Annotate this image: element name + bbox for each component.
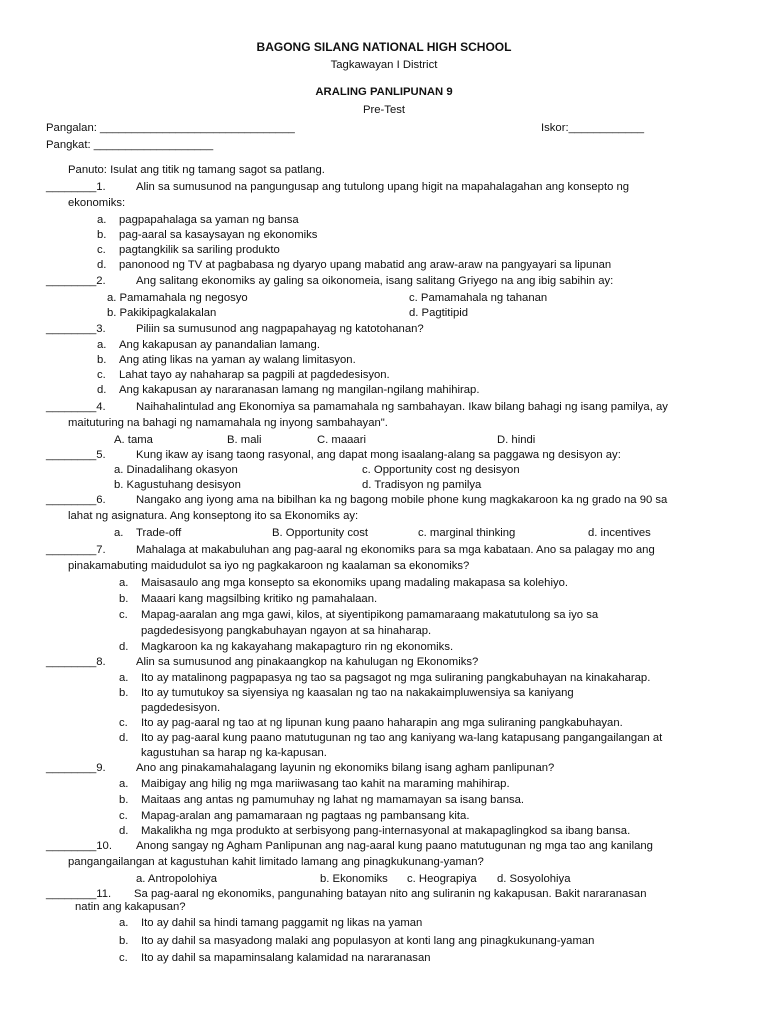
choice-text: Magkaroon ka ng kakayahang makapagturo rin ng ekonomiks. bbox=[141, 641, 454, 653]
choice-text: Ito ay pag-aaral kung paano matutugunan ng tao ang kaniyang wa-lang katapusang pangangailangan at bbox=[141, 732, 663, 744]
answer-blank-9[interactable]: ________9. bbox=[46, 762, 106, 774]
choice-letter: a. bbox=[97, 339, 107, 351]
choice-text: Ang kakapusan ay panandalian lamang. bbox=[119, 339, 320, 351]
choice-text: Trade-off bbox=[136, 527, 182, 539]
choice-text-cont: pagdedesisyong pangkabuhayan ngayon at sa hinaharap. bbox=[141, 625, 432, 637]
choice-text: B. mali bbox=[227, 434, 262, 446]
answer-blank-6[interactable]: ________6. bbox=[46, 494, 106, 506]
choice-letter: b. bbox=[119, 794, 129, 806]
choice-letter: d. bbox=[97, 384, 107, 396]
choice-text-cont: pagdedesisyon. bbox=[141, 702, 221, 714]
choice-text: Ito ay pag-aaral ng tao at ng lipunan kung paano haharapin ang mga suliraning pangkabuhayan. bbox=[141, 717, 623, 729]
choice-text: b. Pakikipagkalakalan bbox=[107, 307, 217, 319]
choice-text: Ito ay dahil sa masyadong malaki ang populasyon at konti lang ang pinagkukunang-yaman bbox=[141, 935, 595, 947]
choice-letter: a. bbox=[114, 527, 124, 539]
choice-letter: d. bbox=[119, 732, 129, 744]
question-6-cont: lahat ng asignatura. Ang konseptong ito sa Ekonomiks ay: bbox=[68, 510, 359, 522]
question-5-text: Kung ikaw ay isang taong rasyonal, ang dapat mong isaalang-alang sa paggawa ng desisyon ay: bbox=[136, 449, 621, 461]
question-11-text: Sa pag-aaral ng ekonomiks, pangunahing batayan nito ang suliranin ng kakapusan. Bakit nararanasan bbox=[134, 888, 647, 900]
choice-text: d. Tradisyon ng pamilya bbox=[362, 479, 482, 491]
answer-blank-7[interactable]: ________7. bbox=[46, 544, 106, 556]
choice-text: Ito ay dahil sa hindi tamang paggamit ng likas na yaman bbox=[141, 917, 423, 929]
choice-letter: b. bbox=[119, 593, 129, 605]
test-title: Pre-Test bbox=[362, 104, 406, 116]
choice-text: Ang kakapusan ay nararanasan lamang ng mangilan-ngilang mahihirap. bbox=[119, 384, 480, 396]
question-11-cont: natin ang kakapusan? bbox=[75, 901, 186, 913]
section-field[interactable]: Pangkat: ___________________ bbox=[46, 139, 214, 151]
district-name: Tagkawayan I District bbox=[330, 59, 438, 71]
choice-text: Ito ay matalinong pagpapasya ng tao sa pagsagot ng mga suliraning pangkabuhayan na kinakaharap. bbox=[141, 672, 651, 684]
choice-letter: d. bbox=[119, 825, 129, 837]
question-8-text: Alin sa sumusunod ang pinakaangkop na kahulugan ng Ekonomiks? bbox=[136, 656, 479, 668]
question-10-cont: pangangailangan at kagustuhan kahit limitado lamang ang pinagkukunang-yaman? bbox=[68, 856, 484, 868]
answer-blank-4[interactable]: ________4. bbox=[46, 401, 106, 413]
answer-blank-8[interactable]: ________8. bbox=[46, 656, 106, 668]
choice-text: Mapag-aaralan ang mga gawi, kilos, at siyentipikong pamamaraang makatutulong sa iyo sa bbox=[141, 609, 599, 621]
choice-letter: b. bbox=[97, 229, 107, 241]
choice-text: B. Opportunity cost bbox=[272, 527, 369, 539]
question-7-cont: pinakamabuting maidudulot sa iyo ng pagkakaroon ng kaalaman sa ekonomiks? bbox=[68, 560, 470, 572]
choice-text: a. Antropolohiya bbox=[136, 873, 218, 885]
choice-letter: c. bbox=[119, 609, 128, 621]
choice-text: d. incentives bbox=[588, 527, 651, 539]
choice-text: d. Sosyolohiya bbox=[497, 873, 571, 885]
choice-letter: c. bbox=[97, 369, 106, 381]
choice-text: pagtangkilik sa sariling produkto bbox=[119, 244, 280, 256]
question-4-text: Naihahalintulad ang Ekonomiya sa pamamahala ng sambahayan. Ikaw bilang bahagi ng isang pamilya, ay bbox=[136, 401, 668, 413]
choice-letter: c. bbox=[119, 952, 128, 964]
choice-letter: b. bbox=[97, 354, 107, 366]
choice-letter: c. bbox=[97, 244, 106, 256]
question-3-text: Piliin sa sumusunod ang nagpapahayag ng katotohanan? bbox=[136, 323, 424, 335]
choice-letter: b. bbox=[119, 935, 129, 947]
choice-text: a. Pamamahala ng negosyo bbox=[107, 292, 248, 304]
answer-blank-11[interactable]: ________11. bbox=[46, 888, 112, 900]
choice-text: D. hindi bbox=[497, 434, 536, 446]
choice-text: c. Opportunity cost ng desisyon bbox=[362, 464, 520, 476]
choice-text: Maitaas ang antas ng pamumuhay ng lahat ng mamamayan sa isang bansa. bbox=[141, 794, 525, 806]
choice-text-cont: kagustuhan sa harap ng ka-kapusan. bbox=[141, 747, 327, 759]
choice-text: pag-aaral sa kasaysayan ng ekonomiks bbox=[119, 229, 318, 241]
choice-letter: d. bbox=[97, 259, 107, 271]
question-10-text: Anong sangay ng Agham Panlipunan ang nag-aaral kung paano matutugunan ng mga tao ang kanilang bbox=[136, 840, 653, 852]
answer-blank-2[interactable]: ________2. bbox=[46, 275, 106, 287]
choice-text: panonood ng TV at pagbabasa ng dyaryo upang mabatid ang araw-araw na pangyayari sa lipunan bbox=[119, 259, 612, 271]
choice-text: c. marginal thinking bbox=[418, 527, 516, 539]
question-2-text: Ang salitang ekonomiks ay galing sa oikonomeia, isang salitang Griyego na ang ibig sabihin ay: bbox=[136, 275, 614, 287]
question-7-text: Mahalaga at makabuluhan ang pag-aaral ng ekonomiks para sa mga kabataan. Ano sa palagay mo ang bbox=[136, 544, 655, 556]
choice-text: Maaari kang magsilbing kritiko ng pamahalaan. bbox=[141, 593, 378, 605]
choice-letter: d. bbox=[119, 641, 129, 653]
choice-text: Lahat tayo ay nahaharap sa pagpili at pagdedesisyon. bbox=[119, 369, 390, 381]
choice-text: b. Ekonomiks bbox=[320, 873, 388, 885]
choice-letter: a. bbox=[119, 577, 129, 589]
choice-text: A. tama bbox=[114, 434, 153, 446]
choice-letter: a. bbox=[119, 917, 129, 929]
answer-blank-1[interactable]: ________1. bbox=[46, 181, 106, 193]
choice-letter: a. bbox=[97, 214, 107, 226]
choice-text: Ito ay dahil sa mapaminsalang kalamidad na nararanasan bbox=[141, 952, 431, 964]
choice-letter: b. bbox=[119, 687, 129, 699]
choice-text: d. Pagtitipid bbox=[409, 307, 469, 319]
choice-letter: c. bbox=[119, 717, 128, 729]
choice-text: Makalikha ng mga produkto at serbisyong pang-internasyonal at makapaglingkod sa ibang bansa. bbox=[141, 825, 631, 837]
choice-text: pagpapahalaga sa yaman ng bansa bbox=[119, 214, 299, 226]
choice-text: Ito ay tumutukoy sa siyensiya ng kaasalan ng tao na nakakaimpluwensiya sa kaniyang bbox=[141, 687, 574, 699]
question-9-text: Ano ang pinakamahalagang layunin ng ekonomiks bilang isang agham panlipunan? bbox=[136, 762, 555, 774]
instructions: Panuto: Isulat ang titik ng tamang sagot sa patlang. bbox=[68, 164, 325, 176]
question-1-cont: ekonomiks: bbox=[68, 197, 126, 209]
school-name: BAGONG SILANG NATIONAL HIGH SCHOOL bbox=[256, 40, 512, 54]
choice-text: Ang ating likas na yaman ay walang limitasyon. bbox=[119, 354, 356, 366]
question-1-text: Alin sa sumusunod na pangungusap ang tutulong upang higit na mapahalagahan ang konsepto ng bbox=[136, 181, 630, 193]
choice-text: c. Pamamahala ng tahanan bbox=[409, 292, 548, 304]
choice-text: C. maaari bbox=[317, 434, 366, 446]
choice-letter: c. bbox=[119, 810, 128, 822]
choice-text: b. Kagustuhang desisyon bbox=[114, 479, 241, 491]
choice-text: Mapag-aralan ang pamamaraan ng pagtaas ng pambansang kita. bbox=[141, 810, 470, 822]
score-field[interactable]: Iskor:____________ bbox=[541, 122, 645, 134]
subject-title: ARALING PANLIPUNAN 9 bbox=[315, 86, 453, 98]
choice-text: Maibigay ang hilig ng mga mariiwasang tao kahit na maraming mahihirap. bbox=[141, 778, 510, 790]
question-4-cont: maituturing na bahagi ng namamahala ng inyong sambahayan". bbox=[68, 417, 388, 429]
name-field[interactable]: Pangalan: _______________________________ bbox=[46, 122, 295, 134]
answer-blank-10[interactable]: ________10. bbox=[46, 840, 112, 852]
choice-letter: a. bbox=[119, 778, 129, 790]
answer-blank-3[interactable]: ________3. bbox=[46, 323, 106, 335]
choice-text: Maisasaulo ang mga konsepto sa ekonomiks upang madaling makapasa sa kolehiyo. bbox=[141, 577, 569, 589]
choice-text: c. Heograpiya bbox=[407, 873, 477, 885]
choice-text: a. Dinadalihang okasyon bbox=[114, 464, 238, 476]
answer-blank-5[interactable]: ________5. bbox=[46, 449, 106, 461]
choice-letter: a. bbox=[119, 672, 129, 684]
question-6-text: Nangako ang iyong ama na bibilhan ka ng bagong mobile phone kung magkakaroon ka ng grado na 90 sa bbox=[136, 494, 668, 506]
